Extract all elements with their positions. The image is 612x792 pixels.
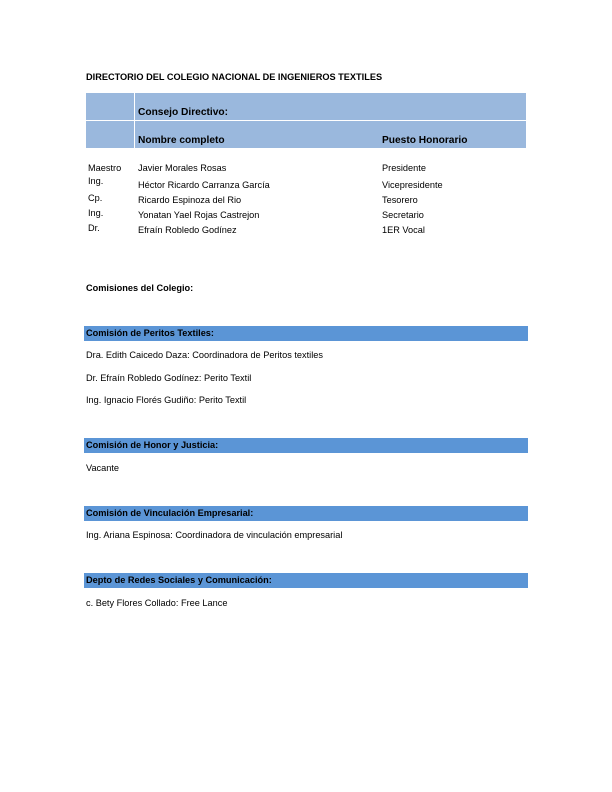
row-prefix: Ing. [88, 208, 104, 218]
row-position: 1ER Vocal [382, 225, 425, 235]
list-item: Ing. Ignacio Florés Gudiño: Perito Textil [86, 395, 247, 405]
row-prefix: Cp. [88, 193, 103, 203]
list-item: Ing. Ariana Espinosa: Coordinadora de vinculación empresarial [86, 530, 343, 540]
section-title: Comisión de Peritos Textiles: [86, 327, 214, 338]
board-group-header: Consejo Directivo: [138, 107, 229, 118]
list-item: Dr. Efraín Robledo Godínez: Perito Textil [86, 373, 252, 383]
commissions-heading: Comisiones del Colegio: [86, 283, 194, 293]
table-divider [86, 120, 526, 121]
column-header-position: Puesto Honorario [382, 135, 468, 146]
row-position: Vicepresidente [382, 180, 443, 190]
row-name: Héctor Ricardo Carranza García [138, 180, 270, 190]
page-title: DIRECTORIO DEL COLEGIO NACIONAL DE INGENIEROS TEXTILES [86, 72, 383, 82]
list-item: Vacante [86, 463, 120, 473]
column-header-name: Nombre completo [138, 135, 225, 146]
section-title: Comisión de Vinculación Empresarial: [86, 507, 254, 518]
list-item: c. Bety Flores Collado: Free Lance [86, 598, 228, 608]
section-bar-redes [84, 573, 528, 588]
row-position: Presidente [382, 163, 426, 173]
row-prefix: Maestro [88, 163, 122, 173]
row-position: Tesorero [382, 195, 418, 205]
list-item: Dra. Edith Caicedo Daza: Coordinadora de Peritos textiles [86, 350, 323, 360]
row-name: Ricardo Espinoza del Rio [138, 195, 242, 205]
row-prefix: Ing. [88, 176, 104, 186]
section-bar-vinculacion [84, 506, 528, 521]
section-bar-honor [84, 438, 528, 453]
row-name: Efraín Robledo Godínez [138, 225, 237, 235]
section-bar-peritos [84, 326, 528, 341]
row-name: Yonatan Yael Rojas Castrejon [138, 210, 260, 220]
row-position: Secretario [382, 210, 424, 220]
section-title: Depto de Redes Sociales y Comunicación: [86, 574, 272, 585]
row-prefix: Dr. [88, 223, 100, 233]
row-name: Javier Morales Rosas [138, 163, 227, 173]
section-title: Comisión de Honor y Justicia: [86, 439, 219, 450]
